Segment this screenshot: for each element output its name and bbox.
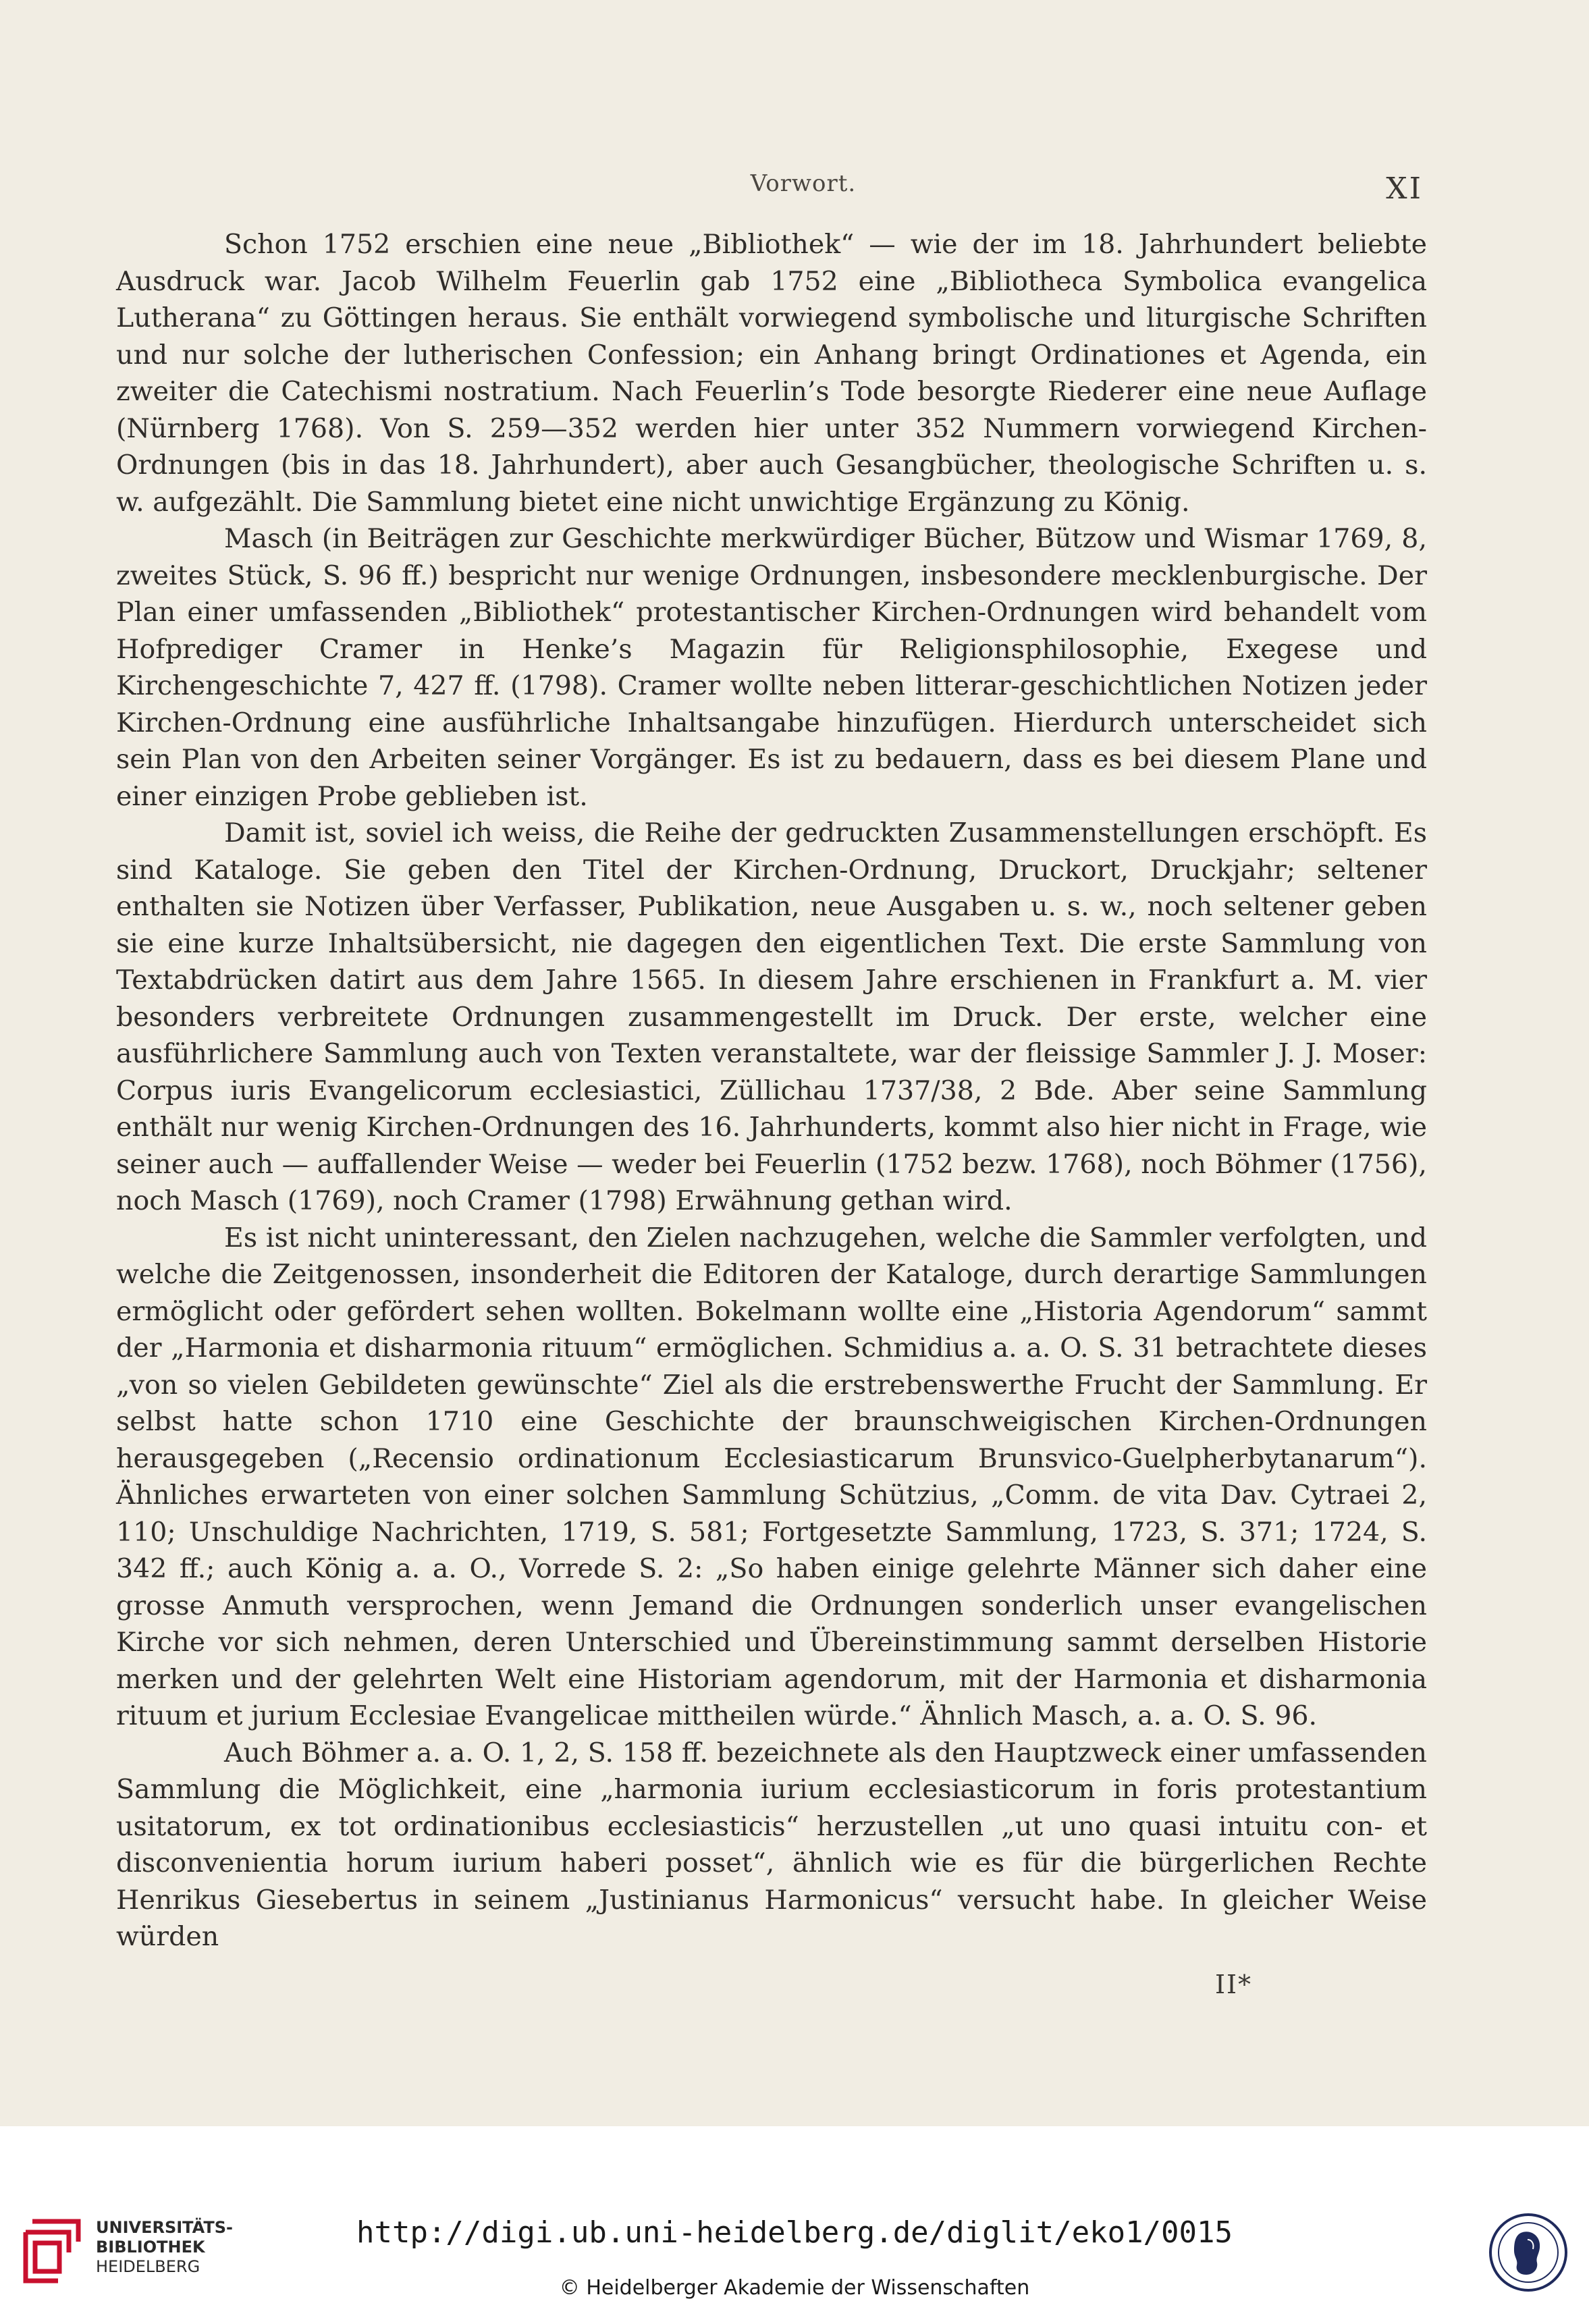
copyright-notice: © Heidelberger Akademie der Wissenschaften <box>559 2276 1030 2300</box>
paragraph-5: Auch Böhmer a. a. O. 1, 2, S. 158 ff. bezeichnete als den Hauptzweck einer umfassenden Sammlung die Möglichkeit, eine „harmonia iurium ecclesiasticorum in foris protestantium usitatorum, ex tot ordinationibus ecclesiasticis“ herzustellen „ut uno quasi intuitu con- et disconvenientia horum iurium haberi posset“, ähnlich wie es für die bürgerlichen Rechte Henrikus Giesebertus in seinem „Justinianus Harmonicus“ versucht habe. In gleicher Weise würden <box>116 1737 1427 1952</box>
paragraph-1: Schon 1752 erschien eine neue „Bibliothek“ — wie der im 18. Jahrhundert beliebte Ausdruck war. Jacob Wilhelm Feuerlin gab 1752 eine „Bibliotheca Symbolica evangelica Lutherana“ zu Göttingen heraus. Sie enthält vorwiegend symbolische und liturgische Schriften und nur solche der lutherischen Confession; ein Anhang bringt Ordinationes et Agenda, ein zweiter die Catechismi nostratium. Nach Feuerlin’s Tode besorgte Riederer eine neue Auflage (Nürnberg 1768). Von S. 259—352 werden hier unter 352 Nummern vorwiegend Kirchen-Ordnungen (bis in das 18. Jahrhundert), aber auch Gesangbücher, theologische Schriften u. s. w. aufgezählt. Die Sammlung bietet eine nicht unwichtige Ergänzung zu König. <box>116 229 1427 518</box>
paragraph-3: Damit ist, soviel ich weiss, die Reihe der gedruckten Zusammenstellungen erschöpft. Es sind Kataloge. Sie geben den Titel der Kirchen-Ordnung, Druckort, Druckjahr; seltener enthalten sie Notizen über Verfasser, Publikation, neue Ausgaben u. s. w., noch seltener geben sie eine kurze Inhaltsübersicht, nie dagegen den eigentlichen Text. Die erste Sammlung von Textabdrücken datirt aus dem Jahre 1565. In diesem Jahre erschienen in Frankfurt a. M. vier besonders verbreitete Ordnungen zusammengestellt im Druck. Der erste, welcher eine ausführlichere Sammlung auch von Texten veranstaltete, war der fleissige Sammler J. J. Moser: Corpus iuris Evangelicorum ecclesiastici, Züllichau 1737/38, 2 Bde. Aber seine Sammlung enthält nur wenig Kirchen-Ordnungen des 16. Jahrhunderts, kommt also hier nicht in Frage, wie seiner auch — auffallender Weise — weder bei Feuerlin (1752 bezw. 1768), noch Böhmer (1756), noch Masch (1769), noch Cramer (1798) Erwähnung gethan wird. <box>116 817 1427 1216</box>
library-line-3: HEIDELBERG <box>96 2257 200 2276</box>
library-line-2: BIBLIOTHEK <box>96 2238 205 2257</box>
body-text <box>116 226 1427 1955</box>
library-line-1: UNIVERSITÄTS- <box>96 2218 234 2237</box>
paragraph-2: Masch (in Beiträgen zur Geschichte merkwürdiger Bücher, Bützow und Wismar 1769, 8, zweites Stück, S. 96 ff.) bespricht nur wenige Ordnungen, insbesondere mecklenburgische. Der Plan einer umfassenden „Bibliothek“ protestantischer Kirchen-Ordnungen wird behandelt vom Hofprediger Cramer in Henke’s Magazin für Religionsphilosophie, Exegese und Kirchengeschichte 7, 427 ff. (1798). Cramer wollte neben litterar-geschichtlichen Notizen jeder Kirchen-Ordnung eine ausführliche Inhaltsangabe hinzufügen. Hierdurch unterscheidet sich sein Plan von den Arbeiten seiner Vorgänger. Es ist zu bedauern, dass es bei diesem Plane und einer einzigen Probe geblieben ist. <box>116 523 1427 812</box>
academy-seal-icon <box>1488 2213 1568 2292</box>
running-title: Vorwort. <box>750 170 857 197</box>
signature-mark: II* <box>1215 1970 1253 1999</box>
page-number: XI <box>1386 171 1423 206</box>
source-url-link[interactable]: http://digi.ub.uni-heidelberg.de/diglit/eko1/0015 <box>356 2215 1233 2250</box>
running-header <box>0 170 1589 211</box>
paragraph-4: Es ist nicht uninteressant, den Zielen nachzugehen, welche die Sammler verfolgten, und welche die Zeitgenossen, insonderheit die Editoren der Kataloge, durch derartige Sammlungen ermöglicht oder gefördert sehen wollten. Bokelmann wollte eine „Historia Agendorum“ sammt der „Harmonia et disharmonia rituum“ ermöglichen. Schmidius a. a. O. S. 31 betrachtete dieses „von so vielen Gebildeten gewünschte“ Ziel als die erstrebenswerthe Frucht der Sammlung. Er selbst hatte schon 1710 eine Geschichte der braunschweigischen Kirchen-Ordnungen herausgegeben („Recensio ordinationum Ecclesiasticarum Brunsvico-Guelpherbytanarum“). Ähnliches erwarteten von einer solchen Sammlung Schützius, „Comm. de vita Dav. Cytraei 2, 110; Unschuldige Nachrichten, 1719, S. 581; Fortgesetzte Sammlung, 1723, S. 371; 1724, S. 342 ff.; auch König a. a. O., Vorrede S. 2: „So haben einige gelehrte Männer sich daher eine grosse Anmuth versprochen, wenn Jemand die Ordnungen sonderlich unser evangelischen Kirche vor sich nehmen, deren Unterschied und Übereinstimmung sammt derselben Historie merken und der gelehrten Welt eine Historiam agendorum, mit der Harmonia et disharmonia rituum et jurium Ecclesiae Evangelicae mittheilen würde.“ Ähnlich Masch, a. a. O. S. 96. <box>116 1222 1427 1731</box>
